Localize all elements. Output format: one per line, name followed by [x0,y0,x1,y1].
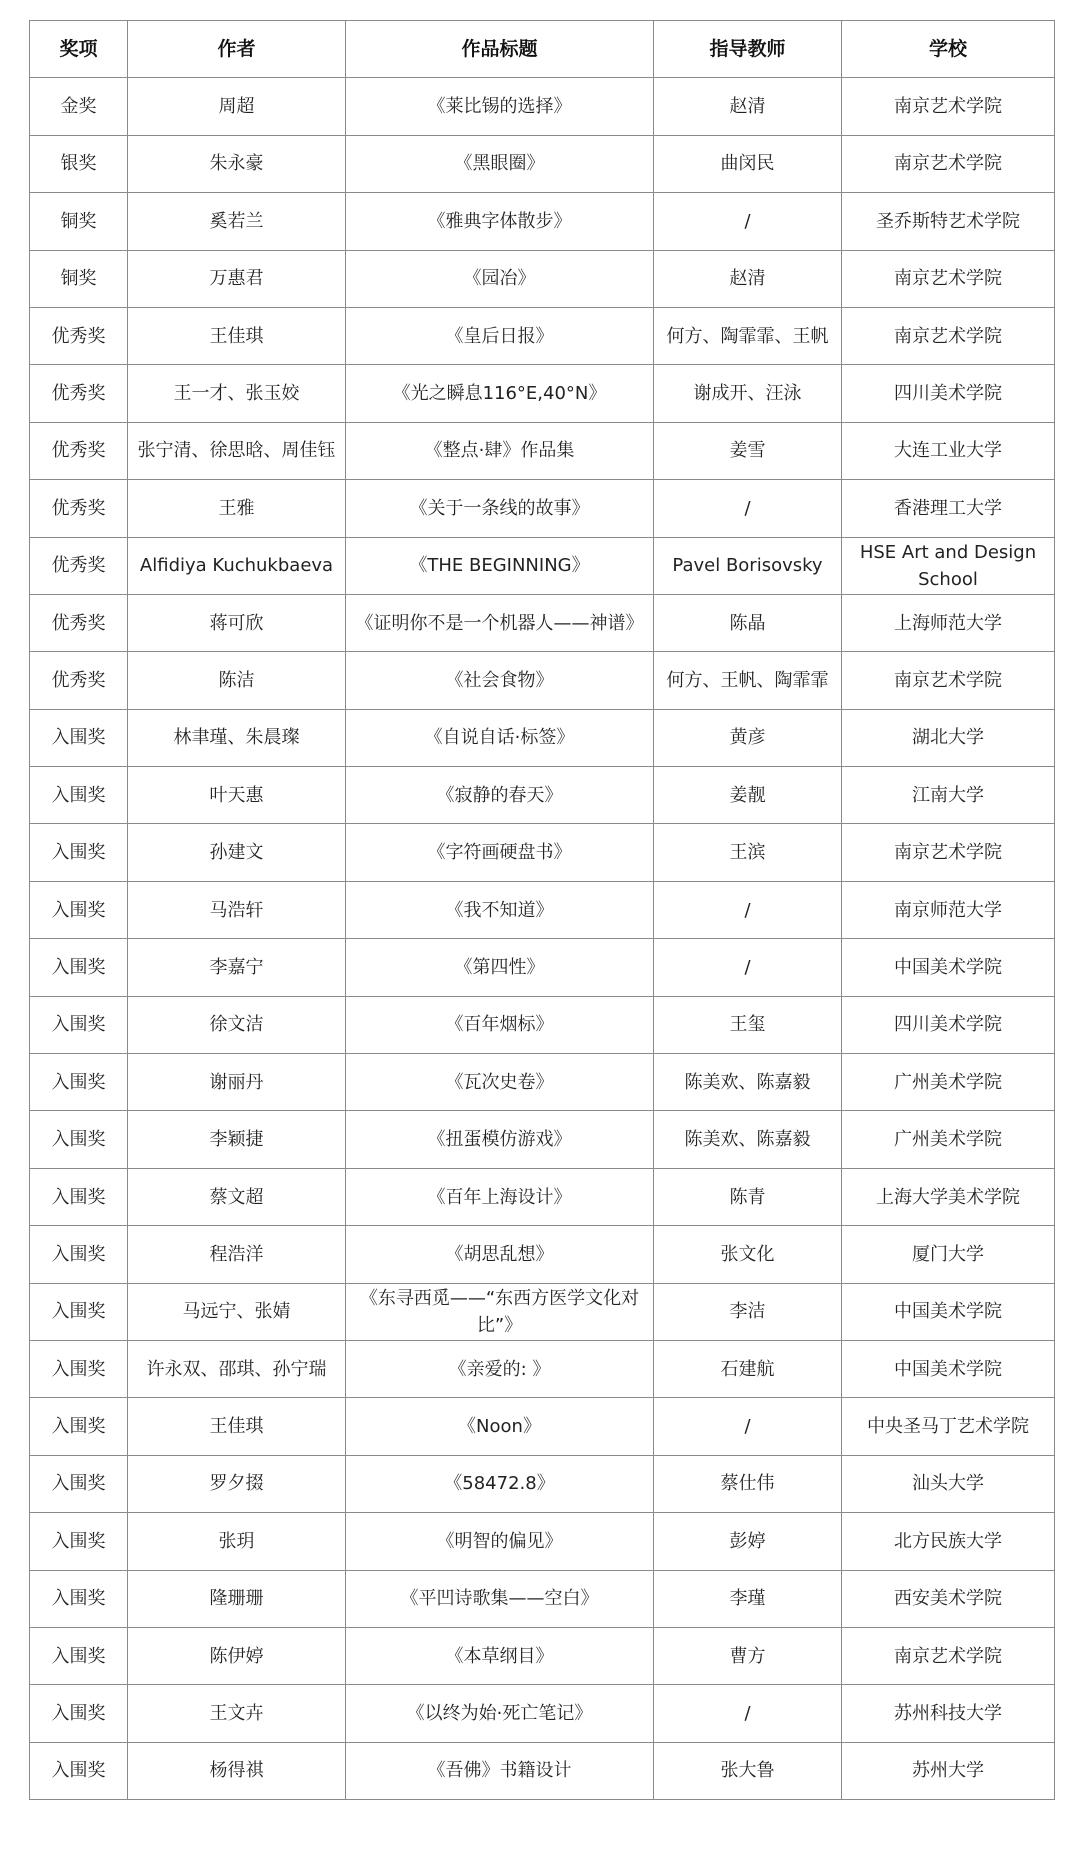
work-title-cell: 《百年上海设计》 [346,1168,654,1225]
work-title-cell: 《黑眼圈》 [346,135,654,192]
work-title-cell: 《THE BEGINNING》 [346,537,654,594]
work-title-cell: 《吾佛》书籍设计 [346,1742,654,1799]
author-cell: 周超 [128,78,346,135]
author-cell: 蔡文超 [128,1168,346,1225]
advisor-cell: / [654,193,842,250]
award-cell: 入围奖 [30,1685,128,1742]
school-cell: 南京艺术学院 [842,78,1055,135]
award-cell: 入围奖 [30,939,128,996]
award-cell: 铜奖 [30,250,128,307]
table-row [30,1627,1055,1684]
awards-table [29,20,1055,1800]
school-cell: 北方民族大学 [842,1513,1055,1570]
table-row [30,939,1055,996]
work-title-cell: 《字符画硬盘书》 [346,824,654,881]
author-cell: 王佳琪 [128,1398,346,1455]
award-cell: 入围奖 [30,881,128,938]
school-cell: 中国美术学院 [842,1340,1055,1397]
advisor-cell: / [654,1685,842,1742]
header-author: 作者 [128,21,346,78]
work-title-cell: 《皇后日报》 [346,307,654,364]
table-row [30,480,1055,537]
author-cell: 陈洁 [128,652,346,709]
work-title-cell: 《整点·肆》作品集 [346,422,654,479]
award-cell: 入围奖 [30,1283,128,1340]
advisor-cell: 曲闵民 [654,135,842,192]
work-title-cell: 《以终为始·死亡笔记》 [346,1685,654,1742]
award-cell: 银奖 [30,135,128,192]
award-cell: 优秀奖 [30,480,128,537]
header-advisor: 指导教师 [654,21,842,78]
award-cell: 入围奖 [30,824,128,881]
table-row [30,1226,1055,1283]
work-title-cell: 《瓦次史卷》 [346,1054,654,1111]
award-cell: 金奖 [30,78,128,135]
advisor-cell: 陈美欢、陈嘉毅 [654,1111,842,1168]
work-title-cell: 《雅典字体散步》 [346,193,654,250]
author-cell: 徐文洁 [128,996,346,1053]
header-school: 学校 [842,21,1055,78]
school-cell: 四川美术学院 [842,365,1055,422]
work-title-cell: 《东寻西觅——“东西方医学文化对比”》 [346,1283,654,1340]
award-cell: 优秀奖 [30,537,128,594]
author-cell: 杨得祺 [128,1742,346,1799]
table-row [30,767,1055,824]
work-title-cell: 《百年烟标》 [346,996,654,1053]
award-cell: 优秀奖 [30,307,128,364]
school-cell: 南京师范大学 [842,881,1055,938]
award-cell: 入围奖 [30,1455,128,1512]
work-title-cell: 《胡思乱想》 [346,1226,654,1283]
school-cell: 圣乔斯特艺术学院 [842,193,1055,250]
table-row [30,1685,1055,1742]
advisor-cell: / [654,939,842,996]
author-cell: 王佳琪 [128,307,346,364]
school-cell: 中国美术学院 [842,939,1055,996]
school-cell: 南京艺术学院 [842,307,1055,364]
table-row [30,594,1055,651]
work-title-cell: 《亲爱的: 》 [346,1340,654,1397]
work-title-cell: 《第四性》 [346,939,654,996]
award-cell: 入围奖 [30,1627,128,1684]
advisor-cell: 陈美欢、陈嘉毅 [654,1054,842,1111]
award-cell: 入围奖 [30,996,128,1053]
author-cell: 张宁清、徐思晗、周佳钰 [128,422,346,479]
award-cell: 入围奖 [30,1742,128,1799]
author-cell: 程浩洋 [128,1226,346,1283]
author-cell: 马浩轩 [128,881,346,938]
award-cell: 优秀奖 [30,594,128,651]
author-cell: 蒋可欣 [128,594,346,651]
advisor-cell: 何方、陶霏霏、王帆 [654,307,842,364]
work-title-cell: 《明智的偏见》 [346,1513,654,1570]
author-cell: 隆珊珊 [128,1570,346,1627]
school-cell: 江南大学 [842,767,1055,824]
author-cell: 王文卉 [128,1685,346,1742]
award-cell: 铜奖 [30,193,128,250]
school-cell: 厦门大学 [842,1226,1055,1283]
work-title-cell: 《Noon》 [346,1398,654,1455]
table-row [30,1742,1055,1799]
author-cell: 罗夕掇 [128,1455,346,1512]
table-row [30,135,1055,192]
table-row [30,709,1055,766]
school-cell: 苏州大学 [842,1742,1055,1799]
table-row [30,652,1055,709]
table-row [30,422,1055,479]
advisor-cell: 王玺 [654,996,842,1053]
advisor-cell: / [654,1398,842,1455]
work-title-cell: 《58472.8》 [346,1455,654,1512]
advisor-cell: Pavel Borisovsky [654,537,842,594]
table-row [30,193,1055,250]
advisor-cell: 石建航 [654,1340,842,1397]
author-cell: 万惠君 [128,250,346,307]
table-row [30,1455,1055,1512]
advisor-cell: 姜雪 [654,422,842,479]
table-row [30,78,1055,135]
advisor-cell: 李瑾 [654,1570,842,1627]
table-row [30,1513,1055,1570]
school-cell: 湖北大学 [842,709,1055,766]
award-cell: 优秀奖 [30,652,128,709]
advisor-cell: 李洁 [654,1283,842,1340]
school-cell: 南京艺术学院 [842,135,1055,192]
table-row [30,1283,1055,1340]
work-title-cell: 《光之瞬息116°E,40°N》 [346,365,654,422]
table-header-row [30,21,1055,78]
table-row [30,1570,1055,1627]
school-cell: 广州美术学院 [842,1054,1055,1111]
award-cell: 入围奖 [30,709,128,766]
advisor-cell: 黄彦 [654,709,842,766]
school-cell: 西安美术学院 [842,1570,1055,1627]
work-title-cell: 《园冶》 [346,250,654,307]
author-cell: 马远宁、张婧 [128,1283,346,1340]
author-cell: 奚若兰 [128,193,346,250]
advisor-cell: 王滨 [654,824,842,881]
advisor-cell: 张文化 [654,1226,842,1283]
work-title-cell: 《扭蛋模仿游戏》 [346,1111,654,1168]
award-cell: 入围奖 [30,1226,128,1283]
table-row [30,1168,1055,1225]
award-cell: 入围奖 [30,1111,128,1168]
advisor-cell: 赵清 [654,250,842,307]
school-cell: 南京艺术学院 [842,1627,1055,1684]
header-award: 奖项 [30,21,128,78]
table-body [30,78,1055,1800]
table-row [30,537,1055,594]
advisor-cell: 姜靓 [654,767,842,824]
award-cell: 入围奖 [30,1570,128,1627]
author-cell: 王一才、张玉姣 [128,365,346,422]
school-cell: 广州美术学院 [842,1111,1055,1168]
advisor-cell: 谢成开、汪泳 [654,365,842,422]
author-cell: 张玥 [128,1513,346,1570]
advisor-cell: 张大鲁 [654,1742,842,1799]
school-cell: 大连工业大学 [842,422,1055,479]
work-title-cell: 《莱比锡的选择》 [346,78,654,135]
header-work-title: 作品标题 [346,21,654,78]
table-row [30,307,1055,364]
school-cell: 苏州科技大学 [842,1685,1055,1742]
school-cell: 汕头大学 [842,1455,1055,1512]
author-cell: 许永双、邵琪、孙宁瑞 [128,1340,346,1397]
school-cell: 上海师范大学 [842,594,1055,651]
table-row [30,365,1055,422]
advisor-cell: 赵清 [654,78,842,135]
author-cell: 朱永豪 [128,135,346,192]
advisor-cell: 彭婷 [654,1513,842,1570]
table-row [30,1054,1055,1111]
work-title-cell: 《自说自话·标签》 [346,709,654,766]
school-cell: 上海大学美术学院 [842,1168,1055,1225]
advisor-cell: 何方、王帆、陶霏霏 [654,652,842,709]
school-cell: 中国美术学院 [842,1283,1055,1340]
advisor-cell: 蔡仕伟 [654,1455,842,1512]
award-cell: 入围奖 [30,1168,128,1225]
award-cell: 入围奖 [30,1513,128,1570]
author-cell: 林聿瑾、朱晨璨 [128,709,346,766]
author-cell: 李颖捷 [128,1111,346,1168]
work-title-cell: 《社会食物》 [346,652,654,709]
table-row [30,250,1055,307]
school-cell: 南京艺术学院 [842,652,1055,709]
work-title-cell: 《本草纲目》 [346,1627,654,1684]
table-row [30,881,1055,938]
table-row [30,1111,1055,1168]
advisor-cell: 陈青 [654,1168,842,1225]
table-row [30,996,1055,1053]
work-title-cell: 《平凹诗歌集——空白》 [346,1570,654,1627]
award-cell: 入围奖 [30,767,128,824]
table-row [30,1340,1055,1397]
table-row [30,824,1055,881]
award-cell: 优秀奖 [30,422,128,479]
school-cell: 香港理工大学 [842,480,1055,537]
school-cell: 中央圣马丁艺术学院 [842,1398,1055,1455]
author-cell: 谢丽丹 [128,1054,346,1111]
school-cell: 南京艺术学院 [842,824,1055,881]
award-cell: 入围奖 [30,1054,128,1111]
advisor-cell: / [654,480,842,537]
school-cell: 南京艺术学院 [842,250,1055,307]
award-cell: 优秀奖 [30,365,128,422]
table-row [30,1398,1055,1455]
advisor-cell: 曹方 [654,1627,842,1684]
work-title-cell: 《关于一条线的故事》 [346,480,654,537]
author-cell: 孙建文 [128,824,346,881]
work-title-cell: 《我不知道》 [346,881,654,938]
advisor-cell: 陈晶 [654,594,842,651]
author-cell: 李嘉宁 [128,939,346,996]
advisor-cell: / [654,881,842,938]
award-cell: 入围奖 [30,1398,128,1455]
author-cell: 陈伊婷 [128,1627,346,1684]
author-cell: 王雅 [128,480,346,537]
work-title-cell: 《证明你不是一个机器人——神谱》 [346,594,654,651]
work-title-cell: 《寂静的春天》 [346,767,654,824]
author-cell: 叶天惠 [128,767,346,824]
school-cell: 四川美术学院 [842,996,1055,1053]
award-cell: 入围奖 [30,1340,128,1397]
author-cell: Alfidiya Kuchukbaeva [128,537,346,594]
school-cell: HSE Art and Design School [842,537,1055,594]
